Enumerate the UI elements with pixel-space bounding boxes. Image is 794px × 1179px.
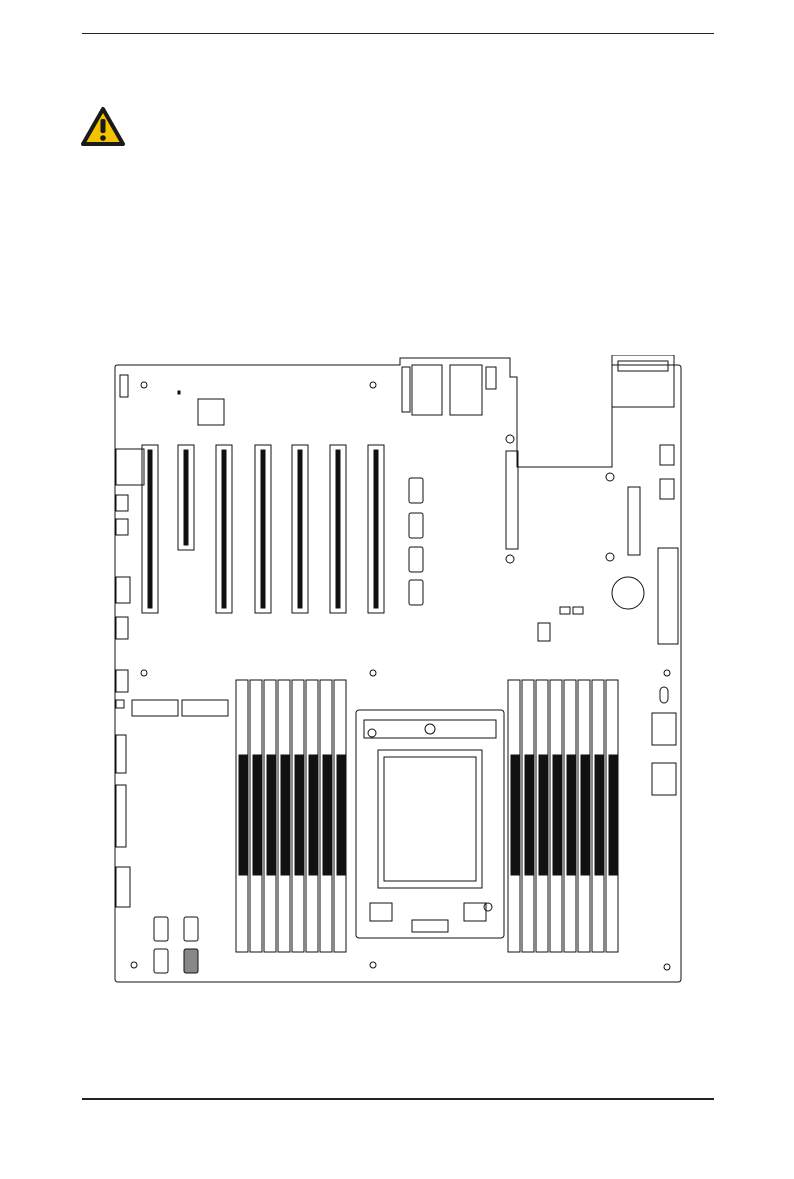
sata-connectors <box>154 478 423 973</box>
pcie-slots <box>142 445 384 613</box>
dimm-slots-left <box>236 680 346 952</box>
cpu-socket <box>356 710 504 938</box>
warning-icon <box>80 106 126 148</box>
footer-rule <box>82 1098 714 1100</box>
header-rule <box>82 33 714 34</box>
motherboard-layout-diagram <box>112 355 684 985</box>
dimm-slots-right <box>508 680 618 952</box>
